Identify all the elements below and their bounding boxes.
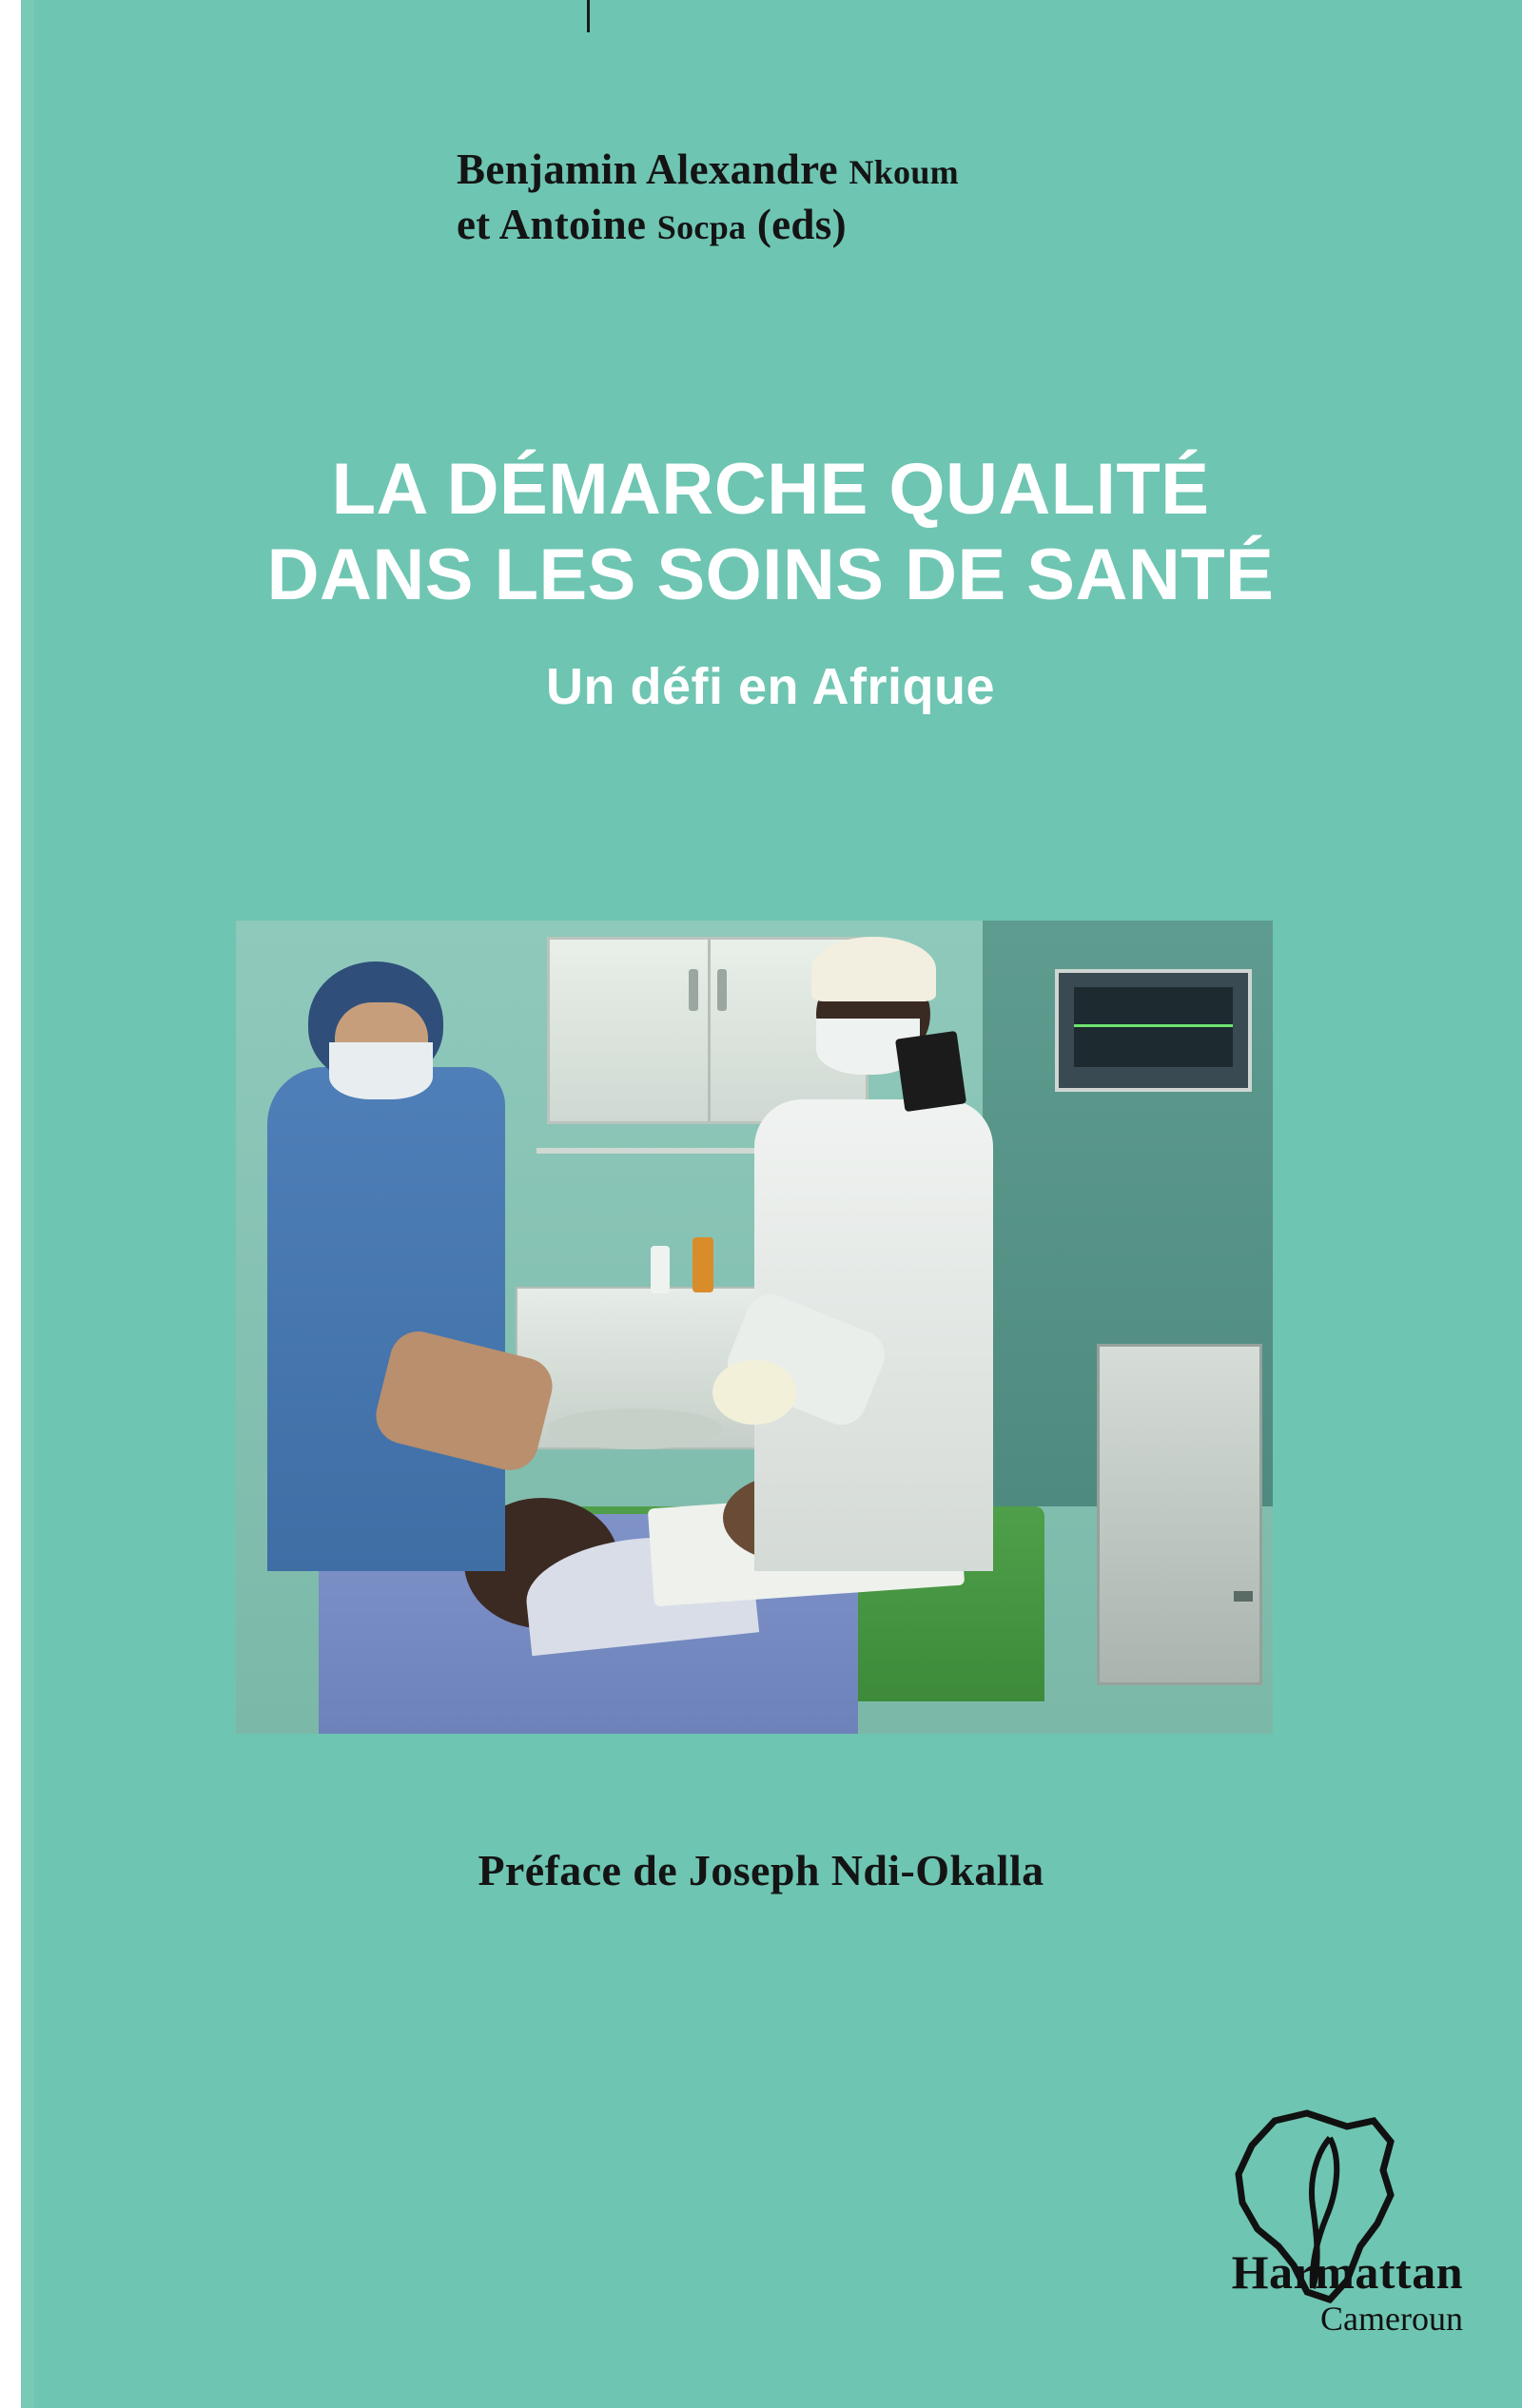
publisher-country: Cameroun bbox=[1320, 2300, 1463, 2338]
publisher-name: Harmattan bbox=[1231, 2245, 1463, 2299]
book-subtitle: Un défi en Afrique bbox=[545, 658, 995, 716]
editors-marker: (eds) bbox=[746, 200, 847, 248]
photo-surgical-glove bbox=[712, 1360, 795, 1425]
photo-white-bottle bbox=[651, 1246, 670, 1293]
photo-camera-device bbox=[895, 1031, 966, 1112]
crop-mark-tick bbox=[587, 0, 590, 32]
author-line-2 bbox=[457, 198, 1408, 253]
cabinet-handle-left bbox=[689, 969, 698, 1011]
photo-anesthesia-machine bbox=[1097, 1344, 1262, 1685]
photo-vital-monitor bbox=[1055, 969, 1252, 1091]
spine-inner-strip bbox=[21, 0, 34, 2408]
photo-surgeon-right-cap bbox=[811, 937, 936, 1001]
preface-credit: Préface de Joseph Ndi-Okalla bbox=[478, 1846, 1044, 1894]
book-title-line-2: DANS LES SOINS DE SANTÉ bbox=[266, 534, 1275, 615]
book-title-line-1: LA DÉMARCHE QUALITÉ bbox=[331, 449, 1210, 530]
author-line-1 bbox=[457, 143, 1408, 198]
machine-button bbox=[1234, 1591, 1253, 1602]
author-last-name: Nkoum bbox=[849, 153, 959, 191]
monitor-trace-line bbox=[1074, 1024, 1233, 1027]
publisher-logo bbox=[1187, 2104, 1463, 2341]
cover-photo bbox=[236, 921, 1273, 1734]
authors-block bbox=[457, 143, 1408, 252]
author-first-name: Benjamin Alexandre bbox=[457, 146, 849, 193]
title-block bbox=[114, 447, 1427, 716]
photo-surgeon-left-mask bbox=[329, 1042, 433, 1099]
photo-surgeon-left-body bbox=[267, 1067, 506, 1571]
photo-antiseptic-bottle bbox=[693, 1237, 713, 1292]
spine-strip bbox=[0, 0, 21, 2408]
photo-instrument-tray bbox=[547, 1408, 723, 1449]
author-second-last-name: Socpa bbox=[656, 207, 747, 246]
author-second-first-name: et Antoine bbox=[457, 200, 657, 248]
cabinet-handle-right bbox=[717, 969, 727, 1011]
